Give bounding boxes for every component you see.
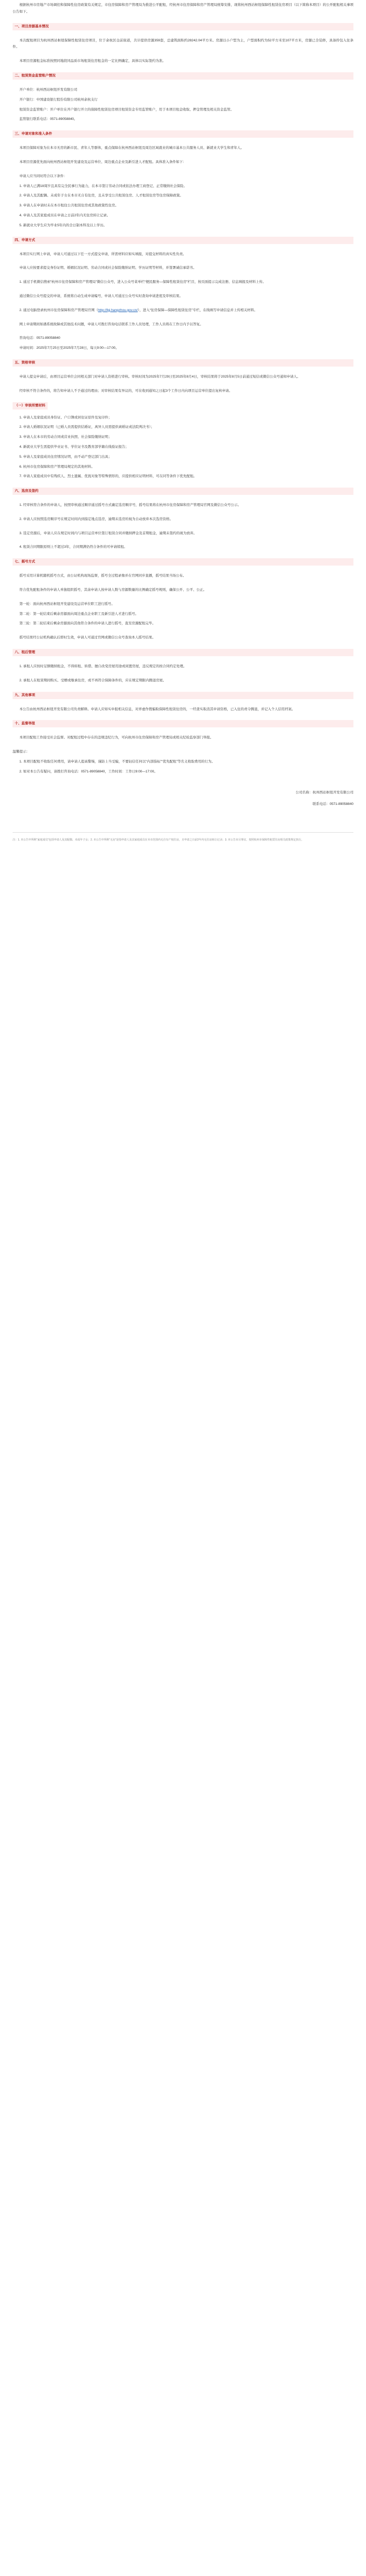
intro-paragraph: 根据杭州市房地产市场调控和保障性住房政策有关规定，市住房保障和房产管理局为推进公平配租，经杭州市住房保障和房产管理局统筹安排，现将杭州西站枢纽保障性租赁住房项目（以下简称本项目）的公开配租相关事项公告如下。	[13, 3, 353, 14]
section-paragraph: 2. 承租人在租赁期间购买、受赠或继承住房，或不再符合保障条件的，应在规定期限内腾退房屋。	[19, 678, 167, 682]
section-title-review: 五、资格审核	[13, 359, 353, 367]
section-paragraph: 1. 经审核符合条件的申请人，按照审核通过顺序通过摇号方式确定选房顺序号，摇号结果将在杭州市住房保障和房产管理局官网及微信公众号公示。	[19, 503, 241, 507]
method-website	[13, 307, 353, 314]
section-title-eligibility: 三、申请对象和准入条件	[13, 130, 353, 138]
section-paragraph: 符合优先配租条件的申请人单独组织摇号，其余申请人按申请人数与房源数量的比例确定摇号规则，确保公开、公平、公正。	[19, 588, 207, 592]
condition-item: 2. 申请人及其配偶、未成年子女在本市无自有住房，且未享受公共租赁住房、人才租赁住房等住房保障政策。	[19, 194, 183, 198]
consult-phone: 咨询电话：0571-89058840	[19, 336, 61, 340]
application-period: 申请时间：2025年7月25日至2025年7月28日，每天9:00—17:00。	[19, 346, 119, 350]
section-paragraph: 摇号结果经公证机构确认后即时生效，申请人可通过官网或微信公众号查询本人摇号结果。	[19, 636, 156, 640]
section-paragraph: 摇号采用计算机随机摇号方式，由公证机构现场监督，摇号全过程录像并在官网同步直播，摇号结果当场公布。	[19, 574, 186, 578]
account-bank: 开户银行：中国建设银行股份有限公司杭州余杭支行	[19, 97, 98, 102]
method-wechat-extra: 通过微信公众号提交的申请，系统将自动生成申请编号，申请人可通过公众号实时查询申请进度及审核结果。	[19, 294, 183, 298]
lottery-round: 第二轮：第一轮结束后剩余房源面向周边重点企业职工及新引进人才进行摇号。	[19, 612, 139, 616]
section-title-post-lease: 八、租后管理	[13, 649, 353, 656]
material-item: 3. 申请人在本市的劳动合同或营业执照、社会保险缴纳证明；	[19, 435, 112, 439]
material-item: 6. 杭州市住房保障和房产管理局规定的其他材料。	[19, 465, 95, 469]
account-info: 租赁资金监管账户：开户单位在开户银行开立的保障性租赁住房项目租赁资金专用监管账户，用于本项目租金收取、押金管理及相关资金监管。	[19, 107, 234, 112]
section-paragraph: 本项目保障对象为在本市无房的新市民、青年人等群体，重点保障在杭州西站枢纽及周边区域就业的城市基本公共服务人员、新就业大学生和青年人。	[19, 146, 244, 150]
section-paragraph: 2. 申请人应按照选房顺序号在规定时间内到指定地点选房，逾期未选房的视为自动放弃本次选房资格。	[19, 517, 173, 521]
section-paragraph: 本次配租项目为杭州西站枢纽保障性租赁住房项目，位于余杭区仓前街道，共计提供房源359套，总建筑面积约28242.04平方米。房源以小户型为主，户型面积约为52平方米至107平方米，房源已全装修，具备拎包入住条件。	[13, 38, 353, 49]
condition-item: 5. 新就业大学生应为毕业5年内的全日制本科及以上学历。	[19, 223, 107, 227]
footnote: 注：1. 本公告中所称“家庭成员”包括申请人及其配偶、未成年子女；2. 本公告中所称“无房”是指申请人及其家庭成员在本市范围内无自有产权住房，且申请之日前2年内无住房转让记录；3. 本公告未尽事宜，按照杭州市保障性租赁住房相关政策规定执行。	[13, 832, 353, 843]
notice-item: 2. 如对本公告有疑问，请拨打咨询电话：0571-89058840，工作时间：工作日9:00—17:00。	[19, 769, 158, 773]
signature-block	[13, 789, 353, 808]
section-title-fund-account: 二、租赁资金监管账户情况	[13, 72, 353, 80]
conditions-intro: 申请人应当同时符合以下条件：	[19, 174, 67, 178]
material-item: 4. 新就业大学生需提供毕业证书、学位证书及教育部学籍在线验证报告；	[19, 445, 129, 449]
section-title-house-info: 一、项目房源基本情况	[13, 23, 353, 30]
section-paragraph: 4. 租赁合同期限原则上不超过3年，合同期满仍符合条件的可申请续租。	[19, 545, 127, 549]
section-paragraph: 本项目房源租金标准按照同地段同品质市场租赁住房租金的一定比例确定，具体以实际签约为准。	[19, 59, 166, 63]
section-title-lottery: 七、摇号方式	[13, 558, 353, 566]
condition-item: 1. 申请人已满18周岁且具有完全民事行为能力，在本市签订劳动合同或依法办理工商登记、正常缴纳社会保险。	[19, 184, 187, 188]
section-title-supervision: 十、监督举报	[13, 720, 353, 727]
condition-item: 3. 申请人在申请时未在本市租住公共租赁住房或其他政策性住房。	[19, 204, 119, 208]
condition-item: 4. 申请人及其家庭成员在申请之日前2年内无住房转让记录。	[19, 213, 110, 217]
section-title-application: 四、申请方式	[13, 237, 353, 244]
material-item: 2. 申请人婚姻状况证明（已婚人员需提供结婚证，离异人员需提供离婚证或法院判决书）；	[19, 425, 154, 429]
account-phone: 监管银行联系电话：0571-89058840。	[19, 117, 77, 121]
section-paragraph: 本项目实行网上申请，申请人可通过以下任一方式提交申请，所需材料应如实填报，对提交材料的真实性负责。	[19, 252, 186, 256]
method-website-extra: 网上申请期间如遇系统故障或其他技术问题，申请人可拨打咨询电话联系工作人员处理，工作人员将在工作日内予以答复。	[19, 322, 203, 326]
website-link[interactable]: http://fgj.hangzhou.gov.cn/	[98, 308, 138, 312]
lottery-round: 第一轮：面向杭州西站枢纽开发建设及运营单位职工进行摇号。	[19, 602, 115, 606]
notice-item: 1. 本项目配租不收取任何费用，请申请人提高警惕，谨防上当受骗，不要轻信任何以“内部指标”“优先配租”等名义收取费用的行为。	[19, 760, 215, 764]
section-paragraph: 3. 选定房源后，申请人应在规定时间内与项目运营单位签订租赁合同并缴纳押金及首期租金，逾期未签约的视为放弃。	[19, 531, 197, 535]
signature-phone: 联系电话：0571-89058840	[312, 802, 353, 806]
material-item: 1. 申请人及家庭成员身份证、户口簿或居住证原件及复印件；	[19, 415, 112, 419]
method-wechat: 1. 通过手机微信搜索“杭州市住房保障和房产管理局”微信公众号，进入公众号菜单栏“便民服务—保障性租赁住房”栏目，按页面提示完成注册、信息填报及材料上传。	[19, 280, 266, 284]
section-paragraph: 申请人应按要求提交身份证明、婚姻状况证明、劳动合同或社会保险缴纳证明、学历证明等材料，并签署诚信承诺书。	[19, 266, 196, 270]
material-item: 7. 申请人家庭成员中有残疾人、烈士遗属、优抚对象等特殊情形的，应提供相应证明材料，可在同等条件下优先配租。	[19, 474, 197, 479]
section-title-other: 九、其他事项	[13, 692, 353, 699]
material-item: 5. 申请人及家庭成员住房情况证明，由不动产登记部门出具；	[19, 455, 112, 459]
section-paragraph: 本公告由杭州西站枢纽开发有限公司负责解释。申请人应如实申报相关信息，对弄虚作假骗取保障性租赁住房的，一经查实取消其申请资格，已入住的责令腾退，并记入个人信用档案。	[19, 707, 295, 711]
subsection-title-materials: （一）审核所需材料	[13, 402, 48, 410]
section-paragraph: 经审核不符合条件的，将告知申请人不予通过的理由；对审核结果有异议的，可在收到通知之日起3个工作日内向项目运营单位提出复核申请。	[19, 389, 232, 393]
method-website-lead: 2. 通过电脑登录杭州市住房保障和房产管理局官网（	[19, 308, 98, 312]
section-paragraph: 1. 承租人应按时足额缴纳租金，不得转租、转借、擅自改变房屋用途或闲置房屋，违反规定的按合同约定处理。	[19, 665, 187, 669]
signature-org: 公司名称：杭州西站枢纽开发有限公司	[295, 790, 353, 794]
account-unit: 开户单位：杭州西站枢纽开发有限公司	[19, 87, 77, 92]
section-title-selection: 六、选房及签约	[13, 488, 353, 495]
method-website-tail: ），进入“住房保障—保障性租赁住房”专栏，在线填写申请信息并上传相关材料。	[138, 308, 258, 312]
notice-label: 温馨提示：	[13, 750, 30, 754]
section-paragraph: 申请人提交申请后，由项目运营单位会同相关部门对申请人资格进行审核。审核时间为2025年7月29日至2025年8月4日，审核结果将于2025年8月5日前通过短信或微信公众号通知申请人。	[19, 374, 301, 379]
lottery-round: 第三轮：第二轮结束后剩余房源面向其他符合条件的申请人进行摇号，直至房源配租完毕。	[19, 622, 156, 626]
section-paragraph: 本项目配租工作接受社会监督。对配租过程中存在的违规违纪行为，可向杭州市住房保障和房产管理局或相关纪检监察部门举报。	[19, 736, 214, 740]
section-paragraph: 本项目房源优先面向杭州西站枢纽开发建设及运营单位、周边重点企业及新引进人才配租。具体准入条件如下：	[19, 160, 186, 164]
